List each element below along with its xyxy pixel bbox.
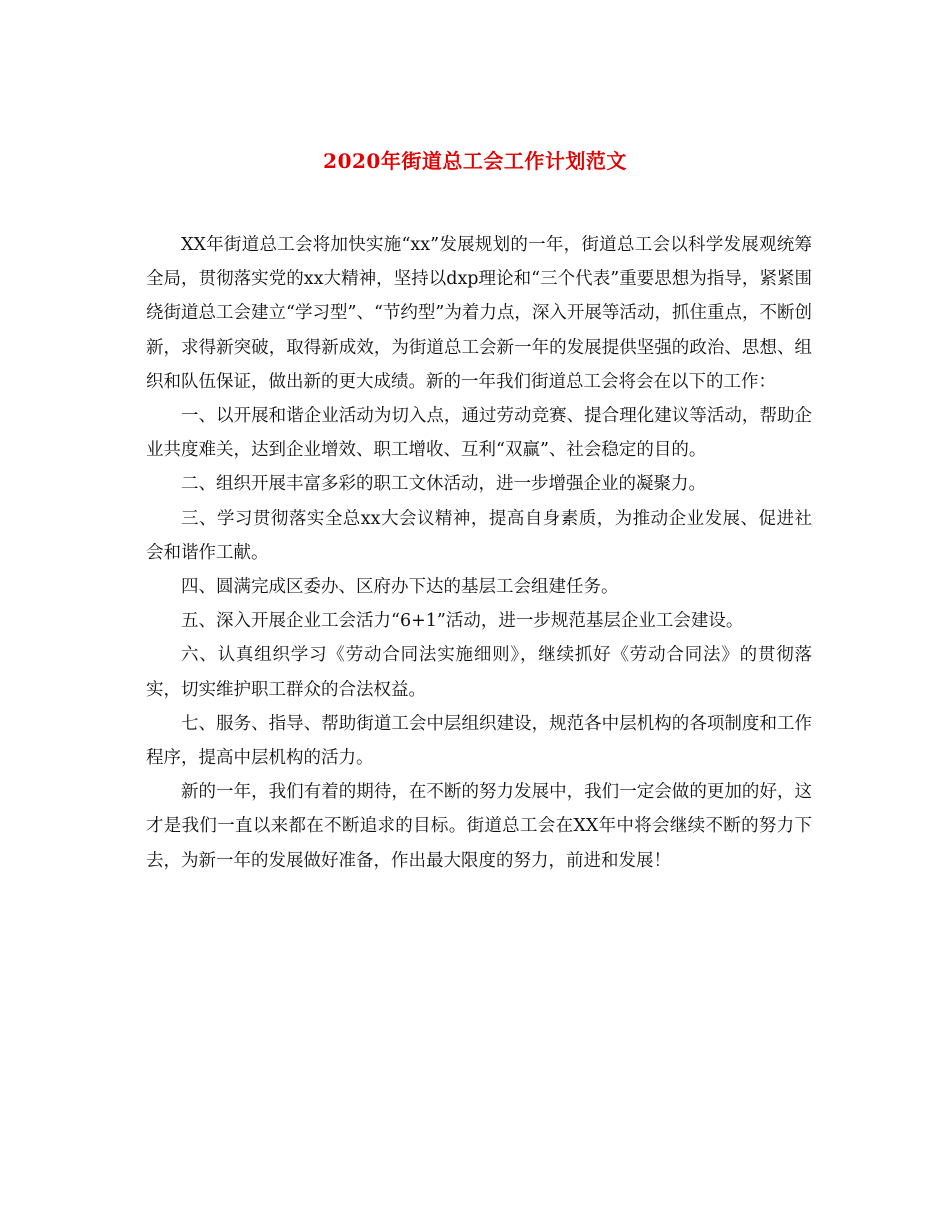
plan-item-6: 六、认真组织学习《劳动合同法实施细则》，继续抓好《劳动合同法》的贯彻落实，切实维护职工群众的合法权益。	[146, 645, 812, 700]
intro-paragraph: XX年街道总工会将加快实施“xx”发展规划的一年，街道总工会以科学发展观统筹全局，贯彻落实党的xx大精神，坚持以dxp理论和“三个代表”重要思想为指导，紧紧围绕街道总工会建立“学习型”、“节约型”为着力点，深入开展等活动，抓住重点，不断创新，求得新突破，取得新成效，为街道总工会新一年的发展提供坚强的政治、思想、组织和队伍保证，做出新的更大成绩。新的一年我们街道总工会将会在以下的工作：	[146, 235, 812, 392]
document-title: 2020年街道总工会工作计划范文	[323, 149, 627, 173]
plan-item-2: 二、组织开展丰富多彩的职工文休活动，进一步增强企业的凝聚力。	[181, 474, 706, 495]
plan-item-7: 七、服务、指导、帮助街道工会中层组织建设，规范各中层机构的各项制度和工作程序，提高中层机构的活力。	[146, 713, 812, 769]
plan-item-4: 四、圆满完成区委办、区府办下达的基层工会组建任务。	[181, 577, 619, 598]
plan-item-5: 五、深入开展企业工会活力“6+1”活动，进一步规范基层企业工会建设。	[181, 611, 744, 632]
document-body	[146, 228, 812, 878]
plan-item-1: 一、以开展和谐企业活动为切入点，通过劳动竞赛、提合理化建议等活动，帮助企业共度难关，达到企业增效、职工增收、互利“双赢”、社会稳定的目的。	[146, 406, 812, 461]
closing-paragraph: 新的一年，我们有着的期待，在不断的努力发展中，我们一定会做的更加的好，这才是我们一直以来都在不断追求的目标。街道总工会在XX年中将会继续不断的努力下去，为新一年的发展做好准备，作出最大限度的努力，前进和发展！	[146, 782, 812, 871]
plan-item-3: 三、学习贯彻落实全总xx大会议精神，提高自身素质，为推动企业发展、促进社会和谐作工献。	[146, 508, 812, 563]
